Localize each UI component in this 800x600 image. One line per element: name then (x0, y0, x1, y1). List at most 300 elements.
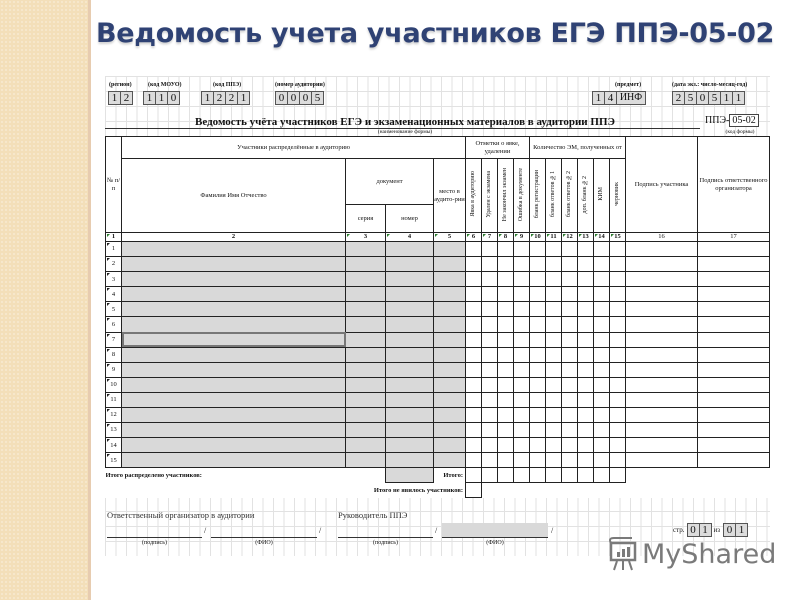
table-cell[interactable] (698, 408, 770, 423)
table-cell[interactable] (578, 242, 594, 257)
code-digit[interactable]: 1 (720, 91, 733, 105)
table-cell[interactable] (610, 257, 626, 272)
code-digit[interactable]: 0 (275, 91, 288, 105)
table-cell[interactable] (466, 347, 482, 362)
table-cell[interactable] (482, 257, 498, 272)
table-cell[interactable] (594, 317, 610, 332)
code-digit[interactable]: 2 (672, 91, 685, 105)
table-cell[interactable] (578, 287, 594, 302)
table-cell[interactable] (530, 377, 546, 392)
table-cell[interactable] (578, 272, 594, 287)
page-label: стр. (673, 526, 685, 534)
table-cell[interactable] (546, 408, 562, 423)
table-cell[interactable] (122, 317, 346, 332)
table-cell[interactable] (594, 453, 610, 468)
table-cell[interactable] (626, 287, 698, 302)
table-cell[interactable] (122, 242, 346, 257)
table-cell[interactable] (626, 408, 698, 423)
table-cell[interactable] (578, 332, 594, 347)
table-cell[interactable] (386, 377, 434, 392)
code-digit[interactable]: 2 (213, 91, 226, 105)
table-cell[interactable] (626, 257, 698, 272)
table-cell[interactable] (594, 392, 610, 407)
table-cell[interactable] (546, 438, 562, 453)
table-cell[interactable] (346, 453, 386, 468)
code-digit[interactable]: 2 (225, 91, 238, 105)
table-cell[interactable] (698, 423, 770, 438)
table-cell[interactable] (386, 317, 434, 332)
table-cell[interactable] (434, 242, 466, 257)
table-cell[interactable] (434, 392, 466, 407)
table-cell[interactable] (434, 377, 466, 392)
table-cell[interactable] (482, 317, 498, 332)
table-cell[interactable] (578, 347, 594, 362)
table-cell[interactable] (530, 242, 546, 257)
table-cell[interactable] (346, 242, 386, 257)
table-cell[interactable] (530, 302, 546, 317)
table-cell[interactable] (498, 317, 514, 332)
table-cell[interactable] (346, 438, 386, 453)
table-cell[interactable] (546, 423, 562, 438)
table-cell[interactable] (530, 332, 546, 347)
table-cell[interactable] (514, 332, 530, 347)
table-cell[interactable] (466, 272, 482, 287)
table-cell[interactable] (386, 242, 434, 257)
table-cell[interactable] (514, 302, 530, 317)
total-page-digit[interactable]: 0 (723, 523, 736, 537)
code-digit[interactable]: 2 (120, 91, 133, 105)
table-cell[interactable] (386, 332, 434, 347)
table-cell[interactable] (530, 408, 546, 423)
table-cell[interactable] (562, 453, 578, 468)
table-cell[interactable] (578, 423, 594, 438)
table-cell[interactable] (594, 257, 610, 272)
table-cell[interactable] (346, 423, 386, 438)
table-cell[interactable] (514, 438, 530, 453)
total-field[interactable] (482, 468, 498, 483)
table-cell[interactable] (482, 392, 498, 407)
table-cell[interactable] (698, 392, 770, 407)
code-digit[interactable]: 1 (592, 91, 605, 105)
table-cell[interactable] (514, 377, 530, 392)
table-cell[interactable] (626, 332, 698, 347)
table-cell[interactable] (482, 302, 498, 317)
table-cell[interactable] (386, 362, 434, 377)
table-cell[interactable] (562, 302, 578, 317)
head-fio-field[interactable] (442, 523, 548, 538)
table-cell[interactable] (698, 272, 770, 287)
table-cell[interactable] (482, 438, 498, 453)
table-cell[interactable] (546, 317, 562, 332)
table-cell[interactable] (466, 302, 482, 317)
row-number (106, 377, 122, 392)
column-number (482, 233, 498, 242)
table-cell[interactable] (610, 453, 626, 468)
table-cell[interactable] (346, 332, 386, 347)
table-cell[interactable] (514, 423, 530, 438)
table-cell[interactable] (122, 408, 346, 423)
table-cell[interactable] (594, 287, 610, 302)
code-digit[interactable]: 1 (237, 91, 250, 105)
code-digit[interactable]: 0 (167, 91, 180, 105)
table-cell[interactable] (610, 272, 626, 287)
table-cell[interactable] (434, 408, 466, 423)
absent-field[interactable] (466, 483, 482, 498)
table-cell[interactable] (578, 377, 594, 392)
table-cell[interactable] (514, 242, 530, 257)
table-cell[interactable] (626, 242, 698, 257)
total-field[interactable] (546, 468, 562, 483)
table-cell[interactable] (546, 272, 562, 287)
total-field[interactable] (610, 468, 626, 483)
total-field[interactable] (514, 468, 530, 483)
table-cell[interactable] (122, 392, 346, 407)
table-cell[interactable] (626, 423, 698, 438)
table-cell[interactable] (610, 438, 626, 453)
table-cell[interactable] (578, 362, 594, 377)
table-cell[interactable] (498, 423, 514, 438)
table-cell[interactable] (530, 272, 546, 287)
table-cell[interactable] (498, 347, 514, 362)
table-cell[interactable] (546, 332, 562, 347)
table-cell[interactable] (434, 453, 466, 468)
page-digit[interactable]: 1 (699, 523, 712, 537)
total-page-digit[interactable]: 1 (735, 523, 748, 537)
table-cell[interactable] (346, 287, 386, 302)
table-cell[interactable] (626, 362, 698, 377)
table-cell[interactable] (698, 438, 770, 453)
total-distributed-field[interactable] (386, 468, 434, 483)
table-cell[interactable] (698, 257, 770, 272)
table-cell[interactable] (698, 302, 770, 317)
code-digit[interactable]: 5 (708, 91, 721, 105)
table-cell[interactable] (626, 453, 698, 468)
table-cell[interactable] (386, 272, 434, 287)
table-cell[interactable] (498, 332, 514, 347)
table-cell[interactable] (346, 377, 386, 392)
column-number-label: 4 (407, 233, 412, 241)
table-cell[interactable] (610, 287, 626, 302)
table-cell[interactable] (498, 438, 514, 453)
table-cell[interactable] (594, 377, 610, 392)
table-cell[interactable] (386, 257, 434, 272)
table-cell[interactable] (122, 362, 346, 377)
table-cell[interactable] (562, 438, 578, 453)
table-cell[interactable] (578, 453, 594, 468)
table-cell[interactable] (610, 302, 626, 317)
table-cell[interactable] (346, 347, 386, 362)
table-cell[interactable] (122, 438, 346, 453)
total-field[interactable] (530, 468, 546, 483)
table-cell[interactable] (122, 377, 346, 392)
table-cell[interactable] (498, 453, 514, 468)
table-cell[interactable] (386, 302, 434, 317)
subject-name[interactable]: ИНФ (616, 91, 646, 105)
table-cell[interactable] (498, 257, 514, 272)
table-cell[interactable] (482, 347, 498, 362)
table-cell[interactable] (530, 438, 546, 453)
code-digit[interactable]: 5 (684, 91, 697, 105)
table-cell[interactable] (610, 392, 626, 407)
mouo-label: (код МОУО) (148, 82, 182, 88)
table-cell[interactable] (482, 423, 498, 438)
table-cell[interactable] (530, 257, 546, 272)
cell-marker-icon (107, 349, 110, 352)
code-digit[interactable]: 1 (143, 91, 156, 105)
table-cell[interactable] (698, 317, 770, 332)
table-cell[interactable] (386, 287, 434, 302)
table-cell[interactable] (562, 287, 578, 302)
table-cell[interactable] (434, 347, 466, 362)
table-cell[interactable] (498, 302, 514, 317)
table-cell[interactable] (434, 362, 466, 377)
table-cell[interactable] (514, 317, 530, 332)
total-field[interactable] (578, 468, 594, 483)
table-cell[interactable] (466, 438, 482, 453)
table-cell[interactable] (578, 408, 594, 423)
header-organizer-signature: Подпись ответственного организатора (698, 137, 770, 233)
table-cell[interactable] (546, 287, 562, 302)
table-cell[interactable] (386, 347, 434, 362)
table-cell[interactable] (530, 423, 546, 438)
code-digit[interactable]: 1 (108, 91, 121, 105)
table-cell[interactable] (434, 272, 466, 287)
table-cell[interactable] (578, 302, 594, 317)
table-cell[interactable] (698, 377, 770, 392)
auditorium-code-boxes[interactable] (275, 91, 323, 105)
table-cell[interactable] (546, 377, 562, 392)
table-cell[interactable] (610, 362, 626, 377)
table-cell[interactable] (578, 438, 594, 453)
table-cell[interactable] (594, 408, 610, 423)
table-cell[interactable] (562, 423, 578, 438)
table-cell[interactable] (498, 272, 514, 287)
table-cell[interactable] (594, 347, 610, 362)
page-digit[interactable]: 0 (687, 523, 700, 537)
table-cell[interactable] (514, 408, 530, 423)
table-cell[interactable] (122, 257, 346, 272)
table-cell[interactable] (498, 287, 514, 302)
table-cell[interactable] (546, 242, 562, 257)
table-cell[interactable] (626, 272, 698, 287)
total-field[interactable] (466, 468, 482, 483)
table-cell[interactable] (514, 453, 530, 468)
table-cell[interactable] (514, 272, 530, 287)
table-cell[interactable] (594, 242, 610, 257)
table-cell[interactable] (530, 362, 546, 377)
table-cell[interactable] (626, 317, 698, 332)
code-digit[interactable]: 0 (696, 91, 709, 105)
table-cell[interactable] (698, 453, 770, 468)
table-cell[interactable] (122, 453, 346, 468)
table-cell[interactable] (626, 377, 698, 392)
table-cell[interactable] (498, 362, 514, 377)
table-cell[interactable] (482, 453, 498, 468)
table-cell[interactable] (546, 392, 562, 407)
table-cell[interactable] (122, 332, 346, 347)
table-cell[interactable] (122, 272, 346, 287)
table-cell[interactable] (626, 347, 698, 362)
table-cell[interactable] (466, 408, 482, 423)
table-cell[interactable] (346, 302, 386, 317)
code-digit[interactable]: 0 (287, 91, 300, 105)
table-cell[interactable] (626, 392, 698, 407)
table-cell[interactable] (482, 362, 498, 377)
code-digit[interactable]: 0 (299, 91, 312, 105)
table-cell[interactable] (562, 257, 578, 272)
table-cell[interactable] (466, 453, 482, 468)
table-cell[interactable] (594, 362, 610, 377)
organizer-signature-line[interactable] (107, 537, 202, 538)
table-cell[interactable] (698, 287, 770, 302)
table-cell[interactable] (626, 438, 698, 453)
table-cell[interactable] (578, 392, 594, 407)
table-cell[interactable] (610, 317, 626, 332)
table-cell[interactable] (594, 438, 610, 453)
table-cell[interactable] (498, 242, 514, 257)
table-cell[interactable] (698, 242, 770, 257)
table-cell[interactable] (514, 287, 530, 302)
table-cell[interactable] (498, 392, 514, 407)
table-cell[interactable] (578, 257, 594, 272)
date-code-boxes[interactable] (672, 91, 744, 105)
table-cell[interactable] (594, 332, 610, 347)
table-cell[interactable] (530, 392, 546, 407)
table-cell[interactable] (498, 408, 514, 423)
table-cell[interactable] (594, 302, 610, 317)
table-cell[interactable] (466, 332, 482, 347)
table-cell[interactable] (610, 408, 626, 423)
header-em-answers-1: бланк ответов №1 (550, 171, 557, 218)
table-cell[interactable] (530, 317, 546, 332)
table-cell[interactable] (546, 302, 562, 317)
table-cell[interactable] (466, 377, 482, 392)
table-cell[interactable] (482, 408, 498, 423)
table-cell[interactable] (466, 242, 482, 257)
table-cell[interactable] (594, 423, 610, 438)
table-cell[interactable] (386, 392, 434, 407)
table-cell[interactable] (466, 287, 482, 302)
table-cell[interactable] (346, 408, 386, 423)
table-cell[interactable] (610, 332, 626, 347)
table-cell[interactable] (122, 347, 346, 362)
table-cell[interactable] (514, 362, 530, 377)
table-cell[interactable] (466, 423, 482, 438)
table-cell[interactable] (346, 317, 386, 332)
table-cell[interactable] (122, 423, 346, 438)
table-cell[interactable] (466, 317, 482, 332)
table-cell[interactable] (610, 347, 626, 362)
table-cell[interactable] (386, 438, 434, 453)
table-cell[interactable] (594, 272, 610, 287)
table-cell[interactable] (610, 377, 626, 392)
table-cell[interactable] (530, 347, 546, 362)
table-cell[interactable] (346, 362, 386, 377)
table-cell[interactable] (346, 257, 386, 272)
table-cell[interactable] (498, 377, 514, 392)
table-cell[interactable] (466, 362, 482, 377)
table-cell[interactable] (514, 347, 530, 362)
table-cell[interactable] (530, 453, 546, 468)
table-cell[interactable] (346, 392, 386, 407)
table-cell[interactable] (482, 287, 498, 302)
table-cell[interactable] (562, 408, 578, 423)
code-digit[interactable]: 4 (604, 91, 617, 105)
total-field[interactable] (498, 468, 514, 483)
table-cell[interactable] (386, 423, 434, 438)
head-signature-line[interactable] (338, 537, 433, 538)
table-cell[interactable] (122, 302, 346, 317)
table-cell[interactable] (122, 287, 346, 302)
table-cell[interactable] (546, 453, 562, 468)
table-cell[interactable] (434, 332, 466, 347)
code-digit[interactable]: 1 (732, 91, 745, 105)
subject-code-boxes[interactable] (592, 91, 645, 105)
table-cell[interactable] (482, 242, 498, 257)
table-cell[interactable] (698, 362, 770, 377)
table-cell[interactable] (386, 453, 434, 468)
table-cell[interactable] (482, 332, 498, 347)
table-cell[interactable] (698, 347, 770, 362)
total-field[interactable] (594, 468, 610, 483)
table-cell[interactable] (562, 317, 578, 332)
ppe-code-boxes[interactable] (201, 91, 249, 105)
table-cell[interactable] (610, 423, 626, 438)
table-cell[interactable] (546, 257, 562, 272)
table-cell[interactable] (434, 317, 466, 332)
table-cell[interactable] (578, 317, 594, 332)
code-digit[interactable]: 5 (311, 91, 324, 105)
table-cell[interactable] (562, 377, 578, 392)
organizer-fio-line[interactable] (211, 537, 317, 538)
table-cell[interactable] (386, 408, 434, 423)
column-number-label: 5 (447, 233, 452, 241)
table-cell[interactable] (434, 287, 466, 302)
cell-marker-icon (107, 243, 110, 246)
table-cell[interactable] (434, 438, 466, 453)
table-cell[interactable] (482, 272, 498, 287)
code-digit[interactable]: 1 (155, 91, 168, 105)
table-cell[interactable] (546, 362, 562, 377)
table-cell[interactable] (626, 302, 698, 317)
table-cell[interactable] (546, 347, 562, 362)
region-code-boxes[interactable] (108, 91, 132, 105)
table-cell[interactable] (346, 272, 386, 287)
table-cell[interactable] (434, 257, 466, 272)
table-cell[interactable] (530, 287, 546, 302)
column-number (546, 233, 562, 242)
column-number (346, 233, 386, 242)
table-cell[interactable] (562, 392, 578, 407)
code-digit[interactable]: 1 (201, 91, 214, 105)
mouo-code-boxes[interactable] (143, 91, 179, 105)
table-cell[interactable] (434, 302, 466, 317)
table-cell[interactable] (562, 347, 578, 362)
table-cell[interactable] (434, 423, 466, 438)
table-cell[interactable] (466, 392, 482, 407)
table-cell[interactable] (562, 362, 578, 377)
table-cell[interactable] (562, 242, 578, 257)
table-cell[interactable] (562, 332, 578, 347)
table-cell[interactable] (514, 392, 530, 407)
table-cell[interactable] (610, 242, 626, 257)
table-cell[interactable] (514, 257, 530, 272)
table-cell[interactable] (482, 377, 498, 392)
table-cell[interactable] (562, 272, 578, 287)
table-cell[interactable] (698, 332, 770, 347)
total-field[interactable] (562, 468, 578, 483)
table-cell[interactable] (466, 257, 482, 272)
